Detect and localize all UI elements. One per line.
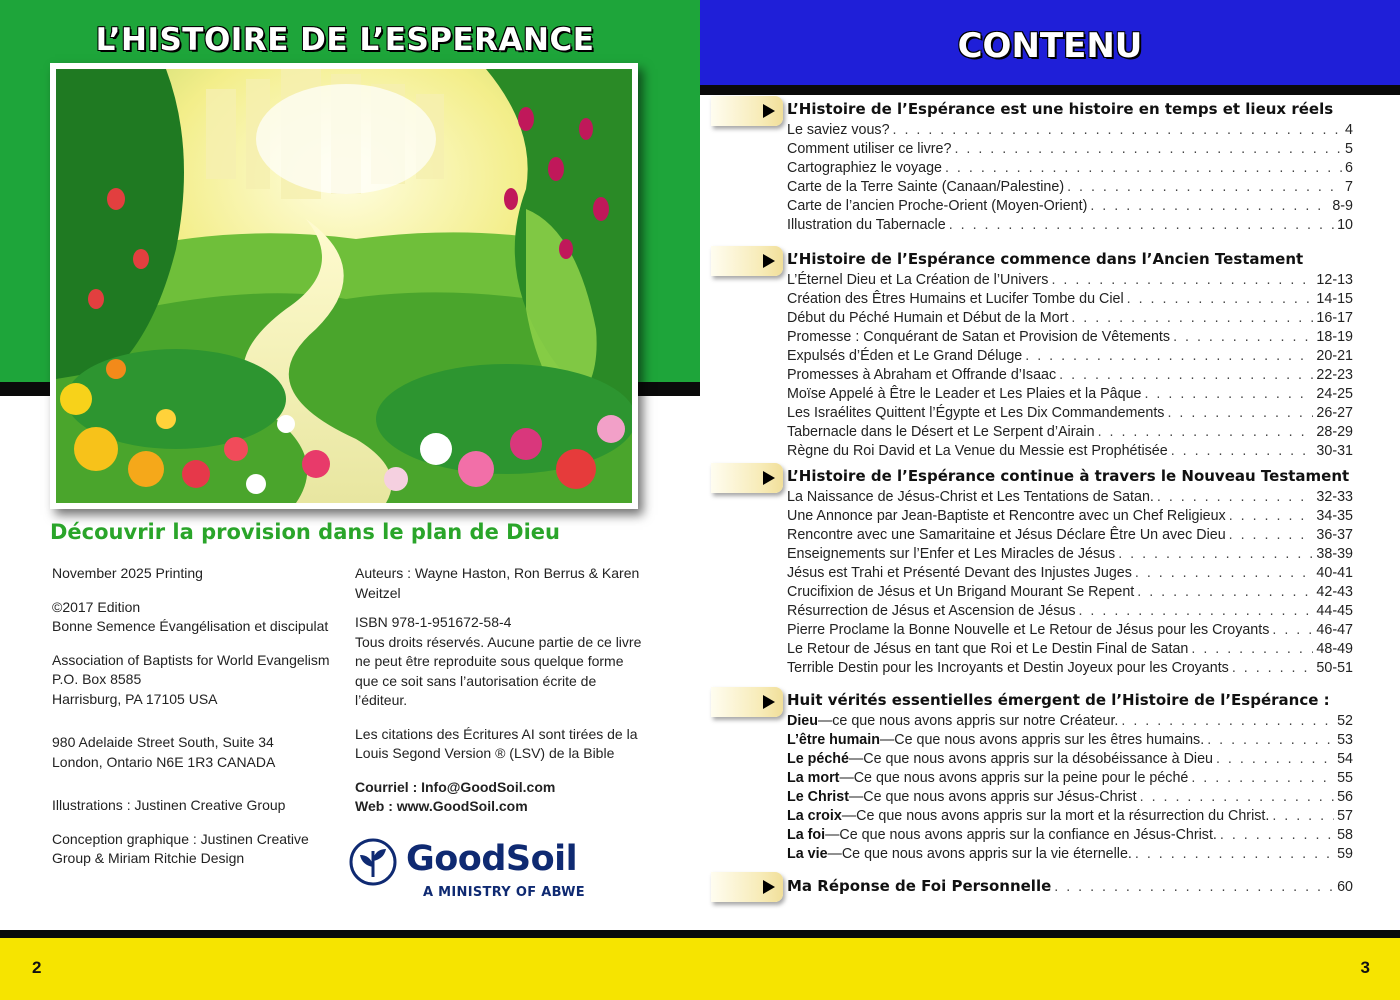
- toc-entry-text: Expulsés d’Éden et Le Grand Déluge: [787, 348, 1023, 364]
- rights-notice: Tous droits réservés. Aucune partie de ce livre ne peut être reproduite sous quelque forme que ce soit sans l’autorisation écrite de l’éditeur.: [355, 633, 642, 708]
- authors: Auteurs : Wayne Haston, Ron Berrus & Karen Weitzel: [355, 565, 640, 601]
- toc-entry-page: 6: [1345, 160, 1353, 176]
- leader-dots: [1191, 641, 1313, 657]
- toc-entry-page: 28-29: [1316, 424, 1353, 440]
- toc-entry[interactable]: [787, 141, 1353, 160]
- goodsoil-logo: [348, 835, 598, 905]
- toc-entry-title: [787, 546, 1115, 562]
- toc-entry-page: 53: [1337, 732, 1353, 748]
- leader-dots: [1127, 291, 1314, 307]
- web-contact[interactable]: Web : www.GoodSoil.com: [355, 798, 528, 814]
- toc-entry[interactable]: [787, 386, 1353, 405]
- play-arrow-icon: [761, 253, 777, 269]
- leader-dots: [1071, 310, 1313, 326]
- toc-entry-page: 4: [1345, 122, 1353, 138]
- book-title: L’HISTOIRE DE L’ESPERANCE: [95, 22, 595, 58]
- toc-entry-page: 54: [1337, 751, 1353, 767]
- play-arrow-icon: [761, 879, 777, 895]
- toc-entry-page: 60: [1337, 879, 1353, 895]
- toc-entry[interactable]: [787, 122, 1353, 141]
- toc-entry-page: 38-39: [1316, 546, 1353, 562]
- toc-entry-text: Début du Péché Humain et Début de la Mort: [787, 310, 1069, 326]
- toc-entry-title: [787, 603, 1075, 619]
- section-arrow-tab: [711, 872, 783, 902]
- toc-entry-text: Promesse : Conquérant de Satan et Provision de Vêtements: [787, 329, 1171, 345]
- toc-entry-title: [787, 622, 1269, 638]
- leader-dots: [1137, 584, 1313, 600]
- toc-entry-title: [787, 179, 1064, 195]
- toc-entry-page: 16-17: [1316, 310, 1353, 326]
- play-arrow-icon: [761, 103, 777, 119]
- toc-entry[interactable]: [787, 348, 1353, 367]
- toc-entry-page: 36-37: [1316, 527, 1353, 543]
- isbn: ISBN 978-1-951672-58-4: [355, 614, 512, 630]
- toc-entry-text: Carte de la Terre Sainte (Canaan/Palestine): [787, 179, 1065, 195]
- toc-entry[interactable]: [787, 367, 1353, 386]
- canada-street: 980 Adelaide Street South, Suite 34: [52, 734, 274, 750]
- toc-entry-text: La Naissance de Jésus-Christ et Les Tentations de Satan.: [787, 489, 1154, 505]
- toc-entry-title: [787, 751, 1213, 767]
- toc-entry-keyword: La mort: [787, 770, 840, 786]
- imprint-column-left: [52, 564, 342, 883]
- toc-entry[interactable]: [787, 527, 1353, 546]
- toc-entry-text: —Ce que nous avons appris sur la mort et la résurrection du Christ.: [841, 808, 1270, 824]
- leader-dots: [1220, 827, 1334, 843]
- leader-dots: [1054, 879, 1334, 895]
- toc-entry-title: [787, 808, 1269, 824]
- toc-entry-title: [787, 122, 890, 138]
- imprint-column-right: [355, 564, 645, 831]
- toc-entry-keyword: L’être humain: [787, 732, 880, 748]
- toc-entry[interactable]: [787, 272, 1353, 291]
- bottom-yellow-band: [0, 938, 1400, 1000]
- toc-entry-title: [787, 508, 1226, 524]
- leader-dots: [1025, 348, 1313, 364]
- toc-entry[interactable]: [787, 546, 1353, 565]
- leader-dots: [1098, 424, 1314, 440]
- section-arrow-tab: [711, 687, 783, 717]
- toc-entry-keyword: Le péché: [787, 751, 849, 767]
- bottom-black-stripe: [0, 930, 1400, 938]
- scripture-notice: Les citations des Écritures AI sont tirées de la Louis Segond Version ® (LSV) de la Bible: [355, 725, 638, 761]
- toc-entry-title: [787, 367, 1056, 383]
- toc-entry-text: Promesses à Abraham et Offrande d’Isaac: [787, 367, 1057, 383]
- toc-entry-text: Comment utiliser ce livre?: [787, 141, 952, 157]
- toc-entry-text: Jésus est Trahi et Présenté Devant des Injustes Juges: [787, 565, 1132, 581]
- toc-entry-title: [787, 846, 1132, 862]
- email-contact[interactable]: Courriel : Info@GoodSoil.com: [355, 778, 556, 795]
- toc-entry[interactable]: [787, 329, 1353, 348]
- leader-dots: [1232, 660, 1314, 676]
- toc-entry-text: —ce que nous avons appris sur notre Créateur.: [817, 713, 1119, 729]
- toc-entry[interactable]: [787, 732, 1353, 751]
- toc-entry-title: [787, 160, 942, 176]
- toc-entry-title: [787, 405, 1164, 421]
- toc-entry-page: 52: [1337, 713, 1353, 729]
- section-arrow-tab: [711, 246, 783, 276]
- toc-entry-text: Cartographiez le voyage: [787, 160, 942, 176]
- toc-entry-page: 55: [1337, 770, 1353, 786]
- toc-entry[interactable]: [787, 808, 1353, 827]
- edition-line: ©2017 Edition: [52, 598, 141, 615]
- toc-entry[interactable]: [787, 310, 1353, 329]
- illustrations-credit: Illustrations : Justinen Creative Group: [52, 797, 286, 813]
- org-name: Association of Baptists for World Evangelism: [52, 651, 330, 668]
- toc-entry-page: 18-19: [1316, 329, 1353, 345]
- toc-entry[interactable]: [787, 622, 1353, 641]
- toc-entry-page: 50-51: [1316, 660, 1353, 676]
- leader-dots: [1067, 179, 1342, 195]
- leader-dots: [1207, 732, 1334, 748]
- toc-entry-page: 58: [1337, 827, 1353, 843]
- leader-dots: [1090, 198, 1329, 214]
- leader-dots: [1229, 527, 1314, 543]
- toc-entry-text: Résurrection de Jésus et Ascension de Jésus: [787, 603, 1076, 619]
- toc-entry[interactable]: [787, 291, 1353, 310]
- leader-dots: [1121, 713, 1334, 729]
- toc-entry-page: 26-27: [1316, 405, 1353, 421]
- toc-entry-title: [787, 827, 1217, 843]
- toc-entry-title: [787, 641, 1188, 657]
- po-box: P.O. Box 8585: [52, 671, 142, 687]
- toc-entry[interactable]: [787, 424, 1353, 443]
- toc-entry-text: Création des Êtres Humains et Lucifer Tombe du Ciel: [787, 291, 1124, 307]
- toc-entry-text: Enseignements sur l’Enfer et Les Miracles de Jésus: [787, 546, 1116, 562]
- toc-entry-page: 59: [1337, 846, 1353, 862]
- toc-entry-page: 48-49: [1316, 641, 1353, 657]
- leader-dots: [1135, 846, 1334, 862]
- leader-dots: [949, 217, 1334, 233]
- leader-dots: [1216, 751, 1334, 767]
- toc-entry-title: [787, 565, 1132, 581]
- section-arrow-tab: [711, 96, 783, 126]
- toc-entry-text: Moïse Appelé à Être le Leader et Les Plaies et la Pâque: [787, 386, 1142, 402]
- toc-entry-page: 40-41: [1316, 565, 1353, 581]
- tagline: Découvrir la provision dans le plan de Dieu: [50, 520, 560, 544]
- toc-entry-title: [787, 291, 1124, 307]
- toc-entry-page: 5: [1345, 141, 1353, 157]
- leader-dots: [1171, 443, 1314, 459]
- leader-dots: [1144, 386, 1313, 402]
- toc-entry[interactable]: [787, 179, 1353, 198]
- logo-wordmark: GoodSoil: [406, 839, 578, 879]
- leader-dots: [945, 160, 1342, 176]
- toc-entry-text: Règne du Roi David et La Venue du Messie est Prophétisée: [787, 443, 1168, 459]
- toc-entry-keyword: Le Christ: [787, 789, 849, 805]
- toc-entry-title: [787, 348, 1022, 364]
- toc-entry-title: [787, 489, 1154, 505]
- section-heading: L’Histoire de l’Espérance commence dans l’Ancien Testament: [787, 250, 1304, 268]
- toc-entry-keyword: Dieu: [787, 713, 818, 729]
- section-heading: L’Histoire de l’Espérance est une histoire en temps et lieux réels: [787, 100, 1334, 118]
- toc-entry-text: Le saviez vous?: [787, 122, 890, 138]
- toc-entry-page: 8-9: [1332, 198, 1353, 214]
- leader-dots: [1135, 565, 1314, 581]
- toc-entry[interactable]: [787, 584, 1353, 603]
- toc-entry-text: —Ce que nous avons appris sur la désobéissance à Dieu: [848, 751, 1213, 767]
- cover-illustration-frame: [50, 63, 638, 509]
- toc-entry-text: L’Éternel Dieu et La Création de l’Univers: [787, 272, 1049, 288]
- leader-dots: [1157, 489, 1314, 505]
- toc-entry-title: [787, 272, 1048, 288]
- toc-entry[interactable]: [787, 713, 1353, 732]
- canada-city: London, Ontario N6E 1R3 CANADA: [52, 753, 276, 770]
- toc-entry[interactable]: [787, 565, 1353, 584]
- toc-entry-page: 20-21: [1316, 348, 1353, 364]
- section-arrow-tab: [711, 463, 783, 493]
- leader-dots: [1191, 770, 1334, 786]
- toc-entry-title: [787, 443, 1168, 459]
- toc-entry-text: Rencontre avec une Samaritaine et Jésus Déclare Être Un avec Dieu: [787, 527, 1226, 543]
- toc-entry-page: 30-31: [1316, 443, 1353, 459]
- toc-entry[interactable]: [787, 846, 1353, 865]
- toc-entry-title: Ma Réponse de Foi Personnelle: [787, 877, 1052, 895]
- toc-entry-page: 34-35: [1316, 508, 1353, 524]
- garden-illustration: [56, 69, 632, 503]
- leader-dots: [1272, 808, 1334, 824]
- toc-entry-text: Carte de l’ancien Proche-Orient (Moyen-Orient): [787, 198, 1088, 214]
- sprout-circle-icon: [348, 837, 398, 887]
- toc-entry-title: [787, 424, 1095, 440]
- toc-entry-title: [787, 732, 1204, 748]
- toc-entry-title: [787, 789, 1137, 805]
- toc-entry[interactable]: [787, 641, 1353, 660]
- leader-dots: [1229, 508, 1314, 524]
- toc-entry-keyword: La foi: [787, 827, 826, 843]
- toc-entry-text: Une Annonce par Jean-Baptiste et Rencontre avec un Chef Religieux: [787, 508, 1226, 524]
- toc-entry-page: 10: [1337, 217, 1353, 233]
- toc-entry[interactable]: [787, 603, 1353, 622]
- toc-entry[interactable]: [787, 660, 1353, 679]
- toc-entry[interactable]: [787, 789, 1353, 808]
- toc-entry[interactable]: [787, 160, 1353, 179]
- toc-entry-title: [787, 217, 946, 233]
- toc-entry-text: —Ce que nous avons appris sur les êtres humains.: [879, 732, 1205, 748]
- toc-entry-page: 57: [1337, 808, 1353, 824]
- toc-entry-text: Les Israélites Quittent l’Égypte et Les Dix Commandements: [787, 405, 1165, 421]
- toc-entry-keyword: La croix: [787, 808, 842, 824]
- toc-entry-text: Tabernacle dans le Désert et Le Serpent d’Airain: [787, 424, 1095, 440]
- toc-entry[interactable]: [787, 508, 1353, 527]
- toc-entry-page: 46-47: [1316, 622, 1353, 638]
- toc-entry[interactable]: [787, 489, 1353, 508]
- leader-dots: [1173, 329, 1313, 345]
- leader-dots: [1051, 272, 1313, 288]
- toc-entry-title: [787, 198, 1087, 214]
- toc-entry-page: 7: [1345, 179, 1353, 195]
- toc-entry-title: [787, 584, 1134, 600]
- toc-entry-text: Pierre Proclame la Bonne Nouvelle et Le Retour de Jésus pour les Croyants: [787, 622, 1270, 638]
- toc-entry-text: Le Retour de Jésus en tant que Roi et Le Destin Final de Satan: [787, 641, 1189, 657]
- leader-dots: [1059, 367, 1313, 383]
- toc-entry-text: Illustration du Tabernacle: [787, 217, 946, 233]
- toc-entry[interactable]: [787, 198, 1353, 217]
- toc-entry-text: Crucifixion de Jésus et Un Brigand Mourant Se Repent: [787, 584, 1135, 600]
- leader-dots: [1140, 789, 1334, 805]
- contents-title: CONTENU: [957, 26, 1143, 66]
- toc-entry[interactable]: [787, 217, 1353, 236]
- toc-entry-text: Terrible Destin pour les Incroyants et Destin Joyeux pour les Croyants: [787, 660, 1229, 676]
- toc-entry-page: 44-45: [1316, 603, 1353, 619]
- printing-line: November 2025 Printing: [52, 565, 203, 581]
- design-credit: Conception graphique : Justinen Creative Group & Miriam Ritchie Design: [52, 830, 309, 866]
- toc-entry[interactable]: [787, 770, 1353, 789]
- logo-subtitle: A MINISTRY OF ABWE: [423, 885, 585, 900]
- ministry-name: Bonne Semence Évangélisation et discipulat: [52, 618, 329, 634]
- us-city: Harrisburg, PA 17105 USA: [52, 690, 218, 707]
- toc-entry-text: —Ce que nous avons appris sur la vie éternelle.: [827, 846, 1132, 862]
- toc-entry-page: 32-33: [1316, 489, 1353, 505]
- toc-entry-page: 24-25: [1316, 386, 1353, 402]
- leader-dots: [1272, 622, 1313, 638]
- toc-entry-page: 14-15: [1316, 291, 1353, 307]
- page-number-left: 2: [32, 958, 42, 977]
- toc-entry-title: [787, 527, 1226, 543]
- toc-entry[interactable]: [787, 751, 1353, 770]
- toc-entry-final[interactable]: [787, 877, 1353, 896]
- toc-entry-page: 12-13: [1316, 272, 1353, 288]
- toc-entry-page: 22-23: [1316, 367, 1353, 383]
- play-arrow-icon: [761, 470, 777, 486]
- toc-entry-keyword: La vie: [787, 846, 828, 862]
- toc-entry[interactable]: [787, 405, 1353, 424]
- leader-dots: [1078, 603, 1313, 619]
- toc-entry-text: —Ce que nous avons appris sur Jésus-Christ: [848, 789, 1137, 805]
- toc-entry-title: [787, 386, 1141, 402]
- toc-entry[interactable]: [787, 827, 1353, 846]
- toc-entry-title: [787, 329, 1170, 345]
- page-number-right: 3: [1360, 958, 1370, 977]
- toc-entry-text: —Ce que nous avons appris sur la peine pour le péché: [839, 770, 1189, 786]
- toc-entry-title: [787, 713, 1118, 729]
- toc-entry-title: [787, 770, 1188, 786]
- right-black-stripe: [700, 85, 1400, 95]
- section-heading: L’Histoire de l’Espérance continue à travers le Nouveau Testament: [787, 467, 1350, 485]
- section-heading: Huit vérités essentielles émergent de l’Histoire de l’Espérance :: [787, 691, 1330, 709]
- leader-dots: [954, 141, 1342, 157]
- toc-entry-page: 42-43: [1316, 584, 1353, 600]
- toc-entry-title: [787, 660, 1229, 676]
- toc-entry[interactable]: [787, 443, 1353, 462]
- leader-dots: [893, 122, 1343, 138]
- play-arrow-icon: [761, 694, 777, 710]
- toc-entry-title: [787, 310, 1068, 326]
- toc-entry-text: —Ce que nous avons appris sur la confiance en Jésus-Christ.: [825, 827, 1217, 843]
- toc-entry-title: [787, 141, 951, 157]
- leader-dots: [1118, 546, 1313, 562]
- toc-entry-page: 56: [1337, 789, 1353, 805]
- leader-dots: [1167, 405, 1313, 421]
